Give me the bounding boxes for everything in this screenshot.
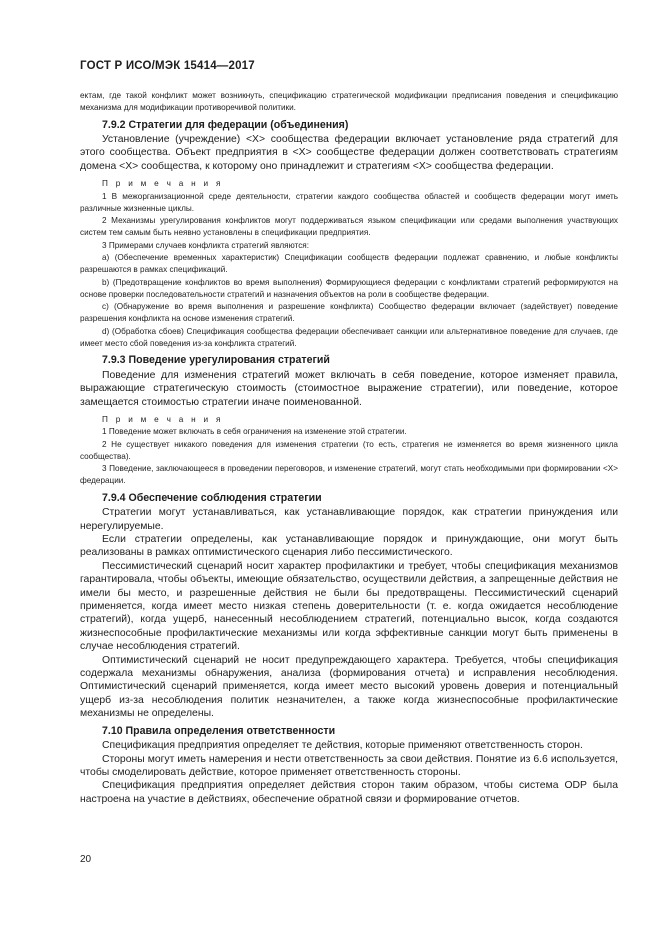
section-7-9-2-heading: 7.9.2 Стратегии для федерации (объединения) xyxy=(102,118,349,131)
note-item: 2 Механизмы урегулирования конфликтов могут поддерживаться языком спецификации или средами выполнения участвующих систем тем самым быть неявно установлены в спецификации предприятия. xyxy=(80,216,618,238)
section-7-9-4-paragraph: Стратегии могут устанавливаться, как устанавливающие порядок, как стратегии принуждения или нерегулируемые. xyxy=(80,507,618,532)
note-item: 1 В межорганизационной среде деятельности, стратегии каждого сообщества областей и сообществ федерации могут иметь различные жизненные циклы. xyxy=(80,191,618,213)
section-7-9-2-paragraph: Установление (учреждение) <X> сообщества федерации включает установление ряда стратегий для этого сообщества. Объект предприятия в <X> сообществе федерации должен соответствовать стратегиям домена <X> сообщества, к которому оно принадлежит и стратегиям <X> сообщества федерации. xyxy=(80,134,618,172)
section-7-9-4-paragraph: Пессимистический сценарий носит характер профилактики и требует, чтобы спецификация механизмов гарантировала, чтобы объекты, имеющие обязательство, осуществили действия, а запрещенные действия не имели бы место, и разрешенные действия не были бы предотвращены. Пессимистический сценарий применяется, когда имеет место низкая степень доверительности (т. е. когда ожидается несоблюдение стратегий), когда ущерб, нанесенный несоблюдением стратегий, потенциально высок, когда создаются жизнеспособные профилактические механизмы или когда эффективные санкции могут быть применены в случае несоблюдения стратегий. xyxy=(80,560,618,653)
note-item: 1 Поведение может включать в себя ограничения на изменение этой стратегии. xyxy=(102,427,407,437)
notes-title: П р и м е ч а н и я xyxy=(102,415,224,424)
note-subitem: d) (Обработка сбоев) Спецификация сообщества федерации обеспечивает санкции или альтернативное поведение для случаев, где имеет место сбой поведения из-за конфликта стратегий. xyxy=(80,326,618,349)
note-subitem: с) (Обнаружение во время выполнения и разрешение конфликта) Сообщество федерации включает (задействует) поведение разрешения конфликта на основе изменения стратегий. xyxy=(80,302,618,324)
document-header: ГОСТ Р ИСО/МЭК 15414—2017 xyxy=(80,60,255,72)
note-subitem: b) (Предотвращение конфликтов во время выполнения) Формирующиеся федерации с конфликтами стратегий реформируются на основе проверки последовательности стратегий и назначения объектов на роли в сообществе федерации. xyxy=(80,277,618,299)
note-item: 2 Не существует никакого поведения для изменения стратегии (то есть, стратегия не изменяется во время жизненного цикла сообщества). xyxy=(80,439,618,461)
section-7-9-3-paragraph: Поведение для изменения стратегий может включать в себя поведение, которое изменяет правила, выражающие стратегическую стоимость (стоимостное выражение стратегии), или поведение, которое замещается стоимостью стратегии иначе поименованной. xyxy=(80,369,618,408)
section-7-9-3-heading: 7.9.3 Поведение урегулирования стратегий xyxy=(102,354,330,367)
note-subitem: а) (Обеспечение временных характеристик) Спецификации сообществ федерации подлежат сравнению, и любые конфликты разрешаются в рамках спецификаций. xyxy=(80,253,618,275)
section-7-10-heading: 7.10 Правила определения ответственности xyxy=(102,724,336,737)
note-item: 3 Примерами случаев конфликта стратегий являются: xyxy=(102,240,310,250)
section-7-10-paragraph: Спецификация предприятия определяет те действия, которые применяют ответственность сторон. xyxy=(102,740,583,752)
intro-paragraph: ектам, где такой конфликт может возникнуть, спецификацию стратегической модификации предписания поведения и спецификацию механизма для модификации противоречивой политики. xyxy=(80,91,618,113)
section-7-10-paragraph: Спецификация предприятия определяет действия сторон таким образом, чтобы система ODP была настроена на участие в действиях, обеспечение обратной связи и формирование отчетов. xyxy=(80,780,618,805)
section-7-10-paragraph: Стороны могут иметь намерения и нести ответственность за свои действия. Понятие из 6.6 используется, чтобы смоделировать действие, которое применяет ответственность стороны. xyxy=(80,753,618,778)
note-item: 3 Поведение, заключающееся в проведении переговоров, и изменение стратегий, могут стать необходимыми при формировании <X> федерации. xyxy=(80,464,618,486)
section-7-9-4-heading: 7.9.4 Обеспечение соблюдения стратегии xyxy=(102,491,322,504)
section-7-9-4-paragraph: Если стратегии определены, как устанавливающие порядок и принуждающие, они могут быть реализованы в рамках оптимистического сценария либо пессимистического. xyxy=(80,534,618,559)
page-number: 20 xyxy=(80,854,92,865)
section-7-9-4-paragraph: Оптимистический сценарий не носит предупреждающего характера. Требуется, чтобы спецификация содержала механизмы обнаружения, анализа (формирования отчета) и исправления несоблюдения. Оптимистический сценарий применяется, когда имеет место высокий уровень доверия и потенциальный ущерб из-за несоблюдения политик незначителен, а также когда жизнеспособные профилактические механизмы не определены. xyxy=(80,654,618,720)
notes-title: П р и м е ч а н и я xyxy=(102,179,224,189)
